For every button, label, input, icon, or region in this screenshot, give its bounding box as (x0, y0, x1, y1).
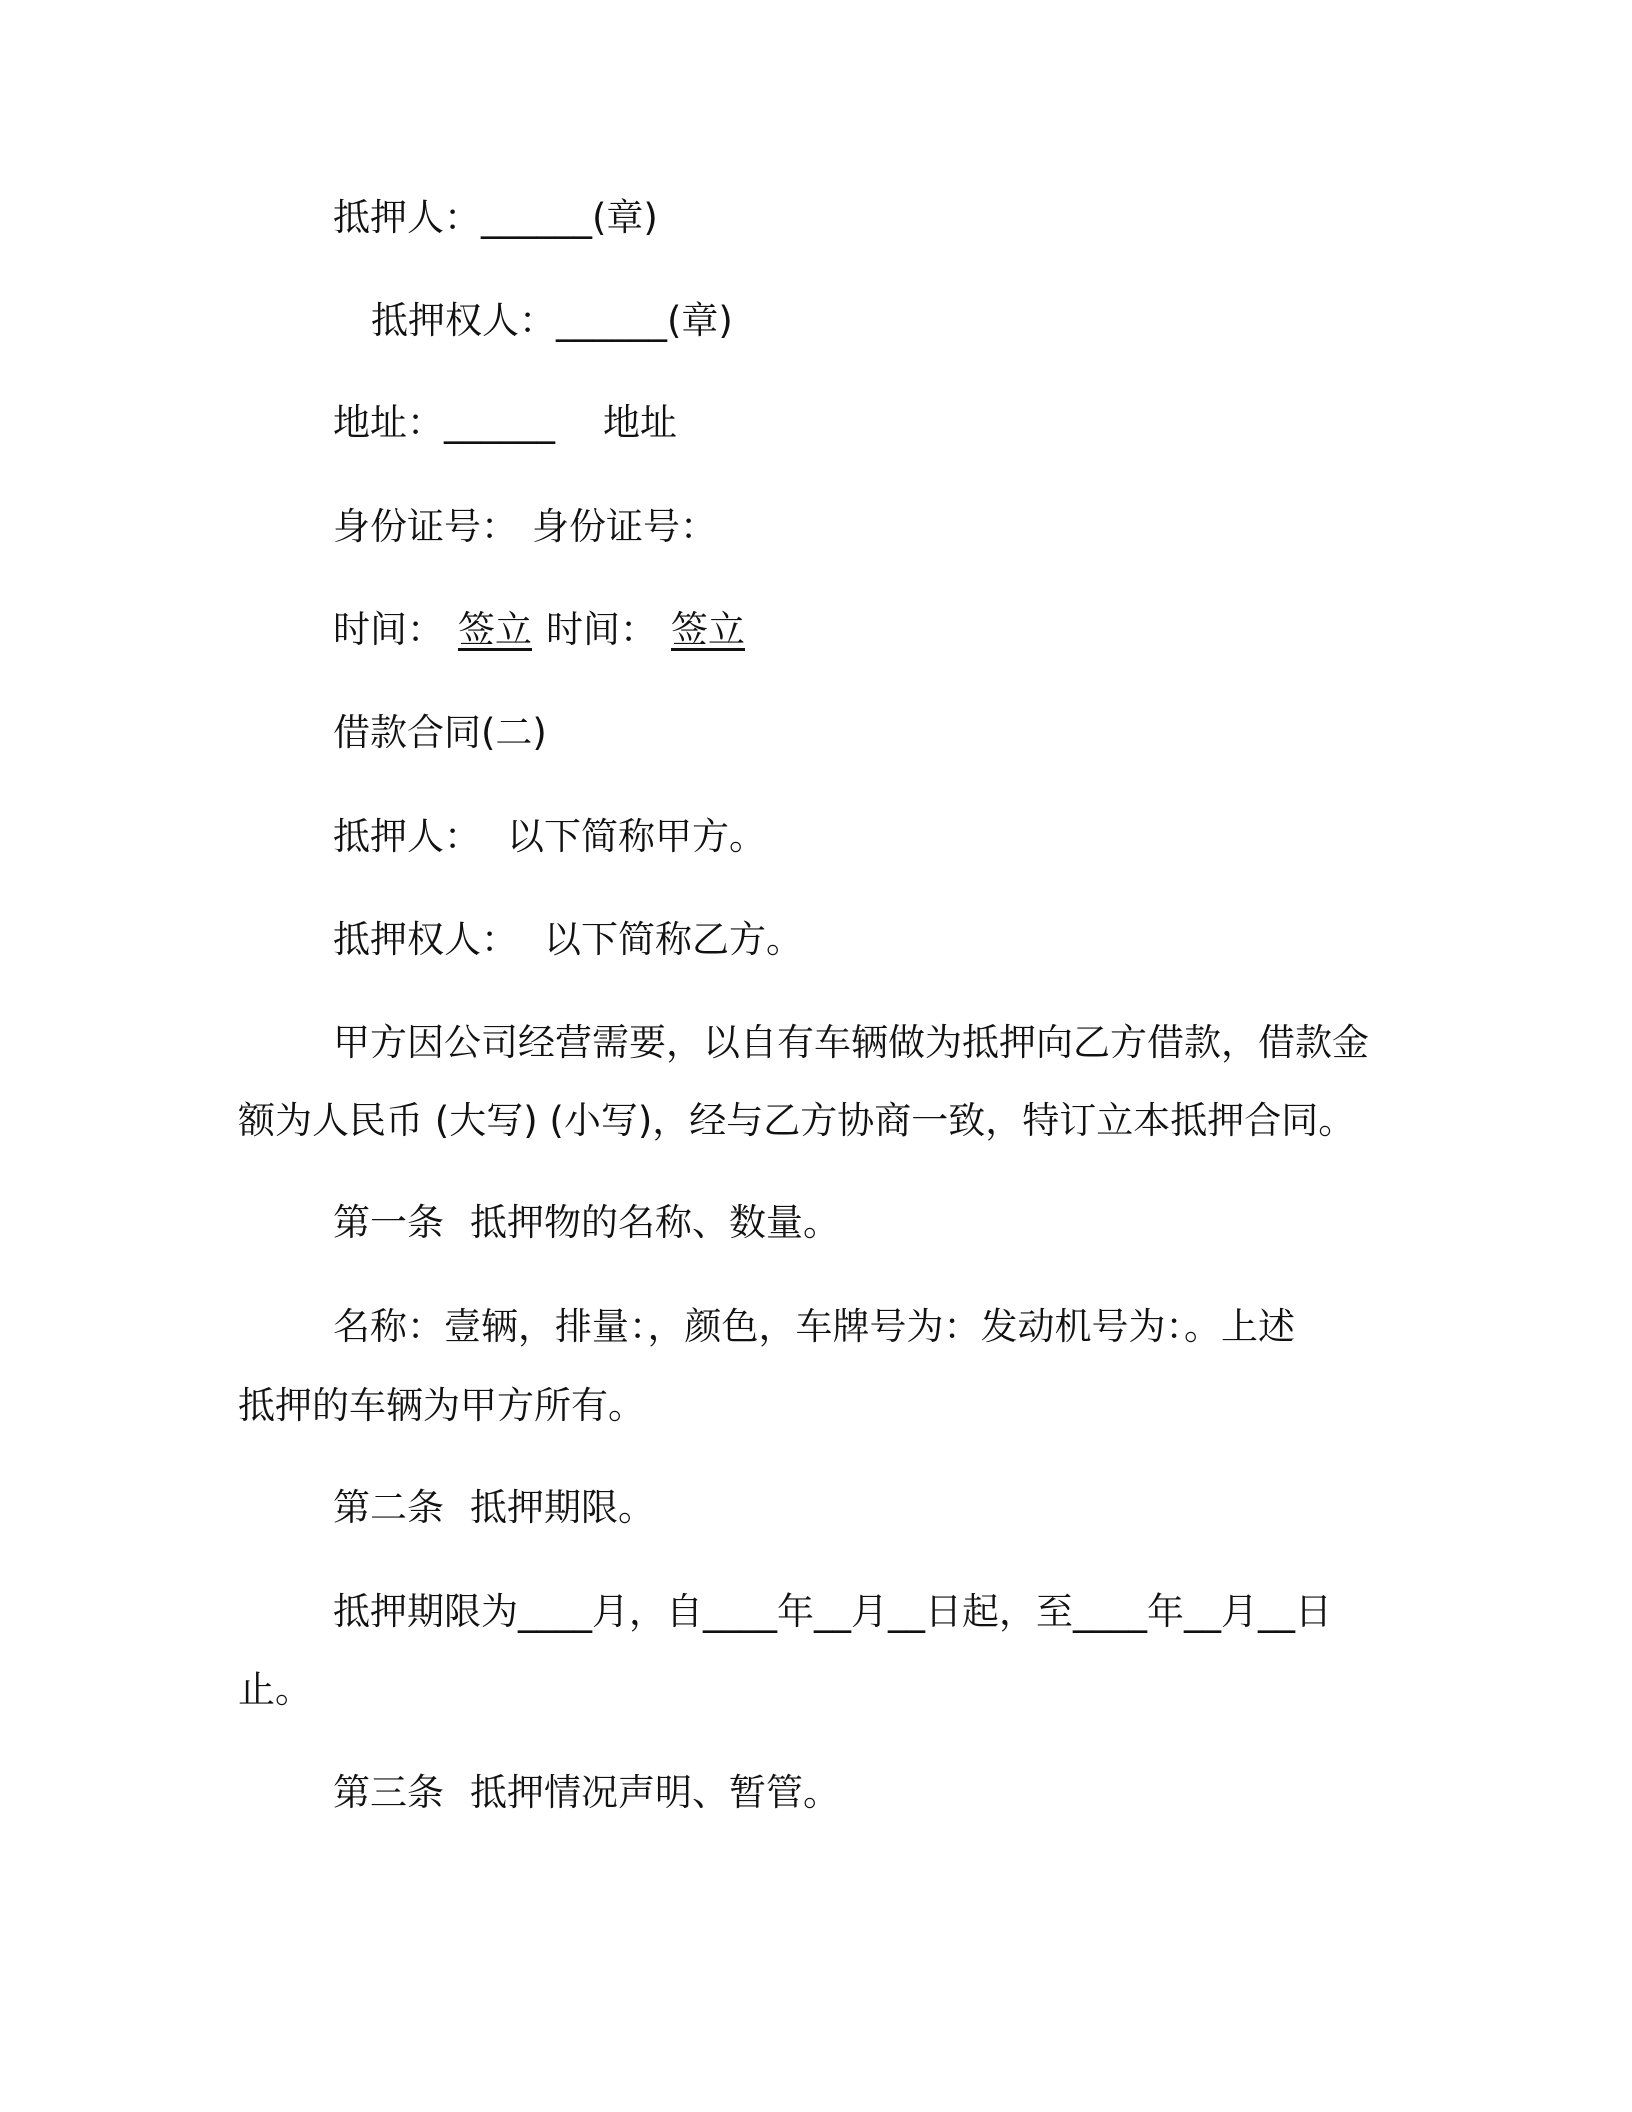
signing-time-line (333, 605, 745, 655)
mortgagee-signature-text: 抵押权人：______(章) (371, 299, 733, 342)
article-one-number: 第一条 (333, 1201, 444, 1244)
article-two-line-2 (238, 1665, 312, 1715)
article-two-line-1 (333, 1587, 1332, 1637)
mortgagee-signature-line (371, 296, 733, 346)
article-one-text-2: 抵押的车辆为甲方所有。 (238, 1384, 645, 1427)
contract-title: 借款合同(二) (333, 711, 547, 754)
body-paragraph-text-2: 额为人民币 (大写) (小写)，经与乙方协商一致，特订立本抵押合同。 (238, 1099, 1356, 1142)
article-three-title: 抵押情况声明、暂管。 (470, 1771, 840, 1814)
article-one-heading (333, 1198, 840, 1248)
mortgagor-address: 地址：______ (333, 401, 555, 444)
mortgagee-party-line (333, 915, 803, 965)
mortgagor-label: 抵押人： (333, 815, 481, 858)
party-b-note: 以下简称乙方。 (544, 918, 803, 961)
body-paragraph-line-2 (238, 1096, 1355, 1146)
body-paragraph-line-1 (333, 1018, 1369, 1068)
article-two-title: 抵押期限。 (470, 1486, 655, 1529)
id-number-line (333, 502, 717, 552)
signed-label-1: 签立 (458, 608, 532, 651)
article-two-text-1: 抵押期限为____月，自____年__月__日起，至____年__月__日 (333, 1590, 1332, 1633)
mortgagor-id-label: 身份证号： (333, 505, 518, 548)
article-two-text-2: 止。 (238, 1668, 312, 1711)
mortgagee-id-label: 身份证号： (532, 505, 717, 548)
article-three-number: 第三条 (333, 1771, 444, 1814)
mortgagee-address: 地址 (603, 401, 677, 444)
article-three-heading (333, 1768, 840, 1818)
mortgagor-party-line (333, 812, 766, 862)
mortgagor-signature-text: 抵押人：______(章) (333, 196, 658, 239)
mortgagor-signature-line (333, 193, 658, 243)
party-a-note: 以下简称甲方。 (507, 815, 766, 858)
article-one-line-2 (238, 1381, 645, 1431)
body-paragraph-text-1: 甲方因公司经营需要，以自有车辆做为抵押向乙方借款，借款金 (333, 1021, 1369, 1064)
article-two-number: 第二条 (333, 1486, 444, 1529)
signed-label-2: 签立 (671, 608, 745, 651)
article-one-text-1: 名称：壹辆，排量：，颜色，车牌号为：发动机号为：。上述 (333, 1305, 1295, 1348)
address-line (333, 398, 677, 448)
time-label-2: 时间： (546, 608, 657, 651)
section-title (333, 708, 547, 758)
article-one-line-1 (333, 1302, 1295, 1352)
article-two-heading (333, 1483, 655, 1533)
article-one-title: 抵押物的名称、数量。 (470, 1201, 840, 1244)
mortgagee-label: 抵押权人： (333, 918, 518, 961)
time-label-1: 时间： (333, 608, 444, 651)
